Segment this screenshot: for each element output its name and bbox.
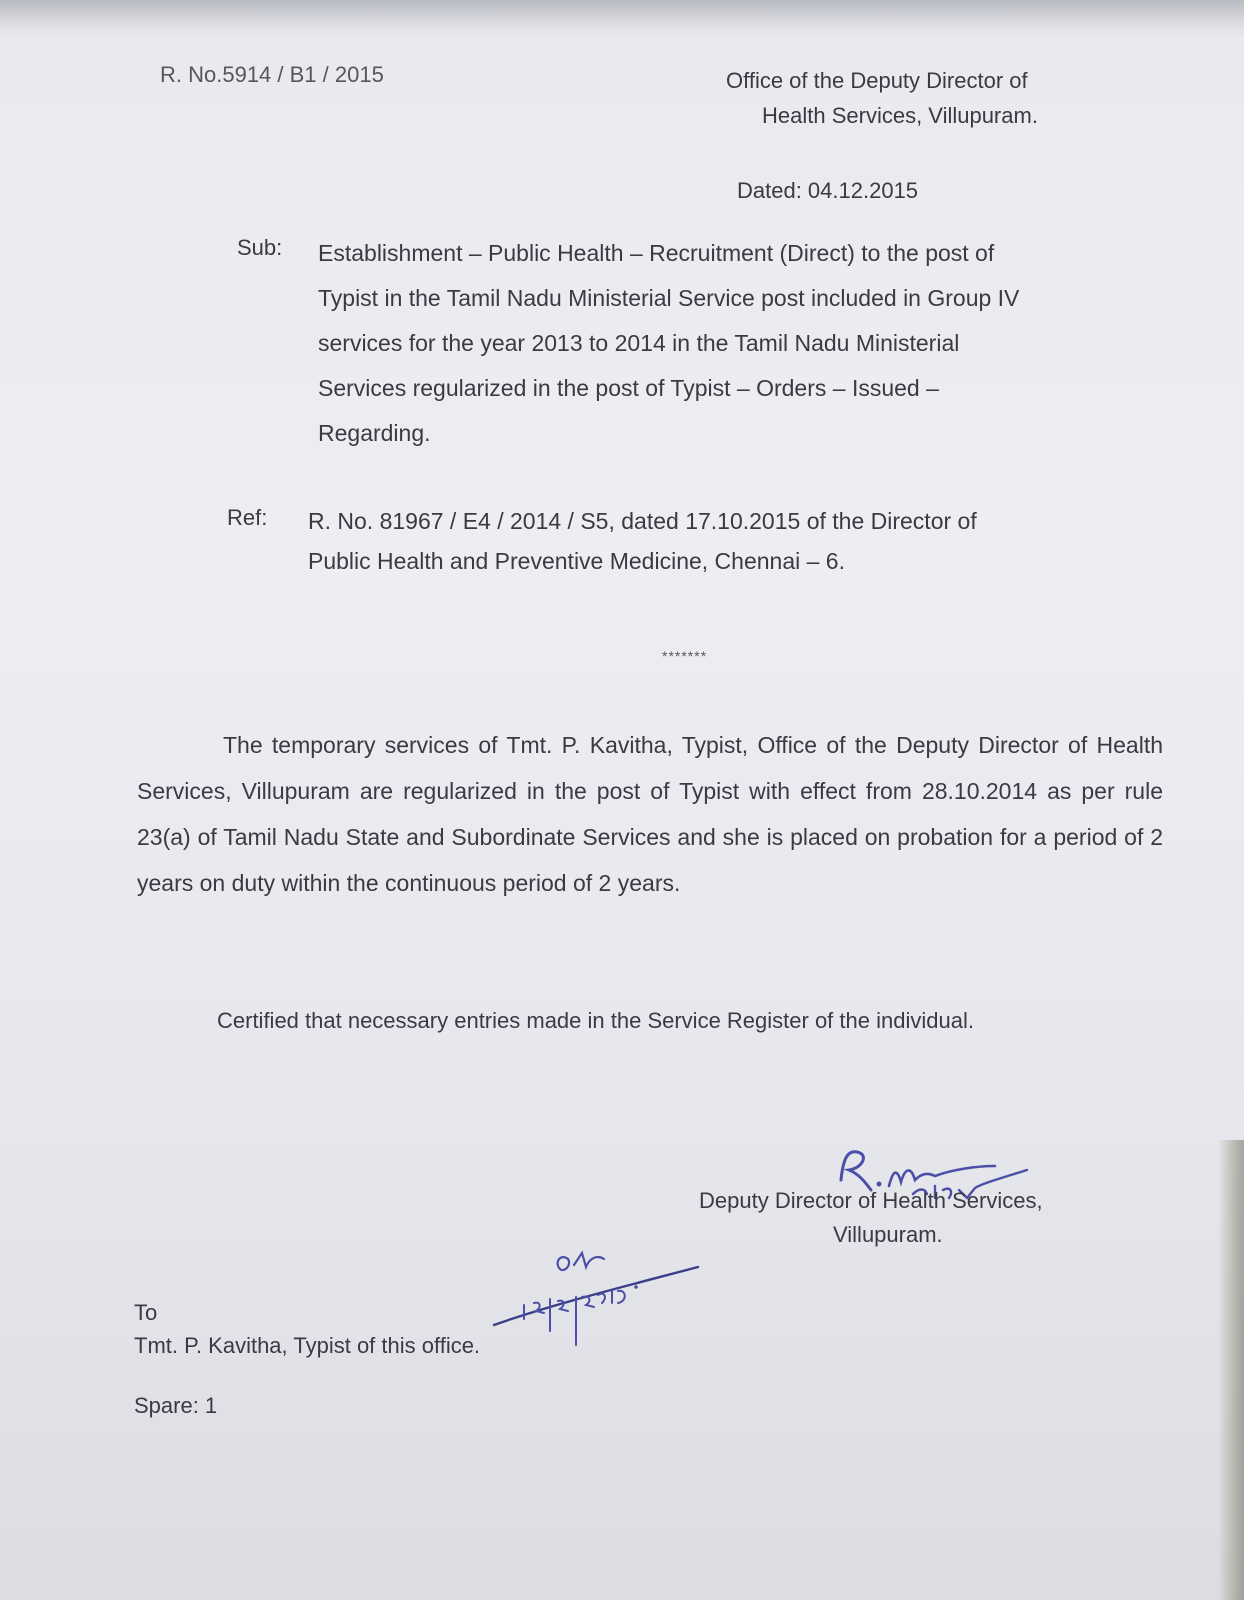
section-divider: ******* (662, 648, 708, 664)
office-line-2: Health Services, Villupuram. (762, 103, 1038, 128)
reference-number: R. No.5914 / B1 / 2015 (160, 62, 384, 87)
certification-statement: Certified that necessary entries made in the Service Register of the individual. (217, 1008, 974, 1033)
subject-line: Regarding. (318, 420, 431, 446)
subject-line: Establishment – Public Health – Recruitment (Direct) to the post of (318, 240, 995, 266)
right-edge-shadow (1218, 1140, 1244, 1600)
to-label: To (134, 1300, 158, 1325)
top-shadow (0, 0, 1244, 38)
reference-label: Ref: (227, 505, 268, 530)
body-paragraph (137, 722, 1163, 906)
subject-label: Sub: (237, 235, 283, 260)
subject-line: services for the year 2013 to 2014 in the Tamil Nadu Ministerial (318, 330, 960, 356)
subject-line: Services regularized in the post of Typist – Orders – Issued – (318, 375, 939, 401)
reference-line: R. No. 81967 / E4 / 2014 / S5, dated 17.10.2015 of the Director of (308, 508, 977, 534)
spare-copies: Spare: 1 (134, 1393, 218, 1418)
body-paragraph-text: The temporary services of Tmt. P. Kavitha, Typist, Office of the Deputy Director of Health Services, Villupuram are regularized in the post of Typist with effect from 28.10.2014 as per rule 23(a) of Tamil Nadu State and Subordinate Services and she is placed on probation for a period of 2 years on duty within the continuous period of 2 years. (137, 732, 1163, 896)
received-initials-mark (490, 1245, 710, 1355)
recipient-name: Tmt. P. Kavitha, Typist of this office. (134, 1333, 481, 1358)
dated: Dated: 04.12.2015 (737, 178, 919, 203)
signatory-location: Villupuram. (833, 1222, 943, 1247)
office-line-1: Office of the Deputy Director of (726, 68, 1028, 93)
reference-line: Public Health and Preventive Medicine, Chennai – 6. (308, 548, 845, 574)
signatory-title: Deputy Director of Health Services, (699, 1188, 1043, 1213)
subject-line: Typist in the Tamil Nadu Ministerial Service post included in Group IV (318, 285, 1020, 311)
